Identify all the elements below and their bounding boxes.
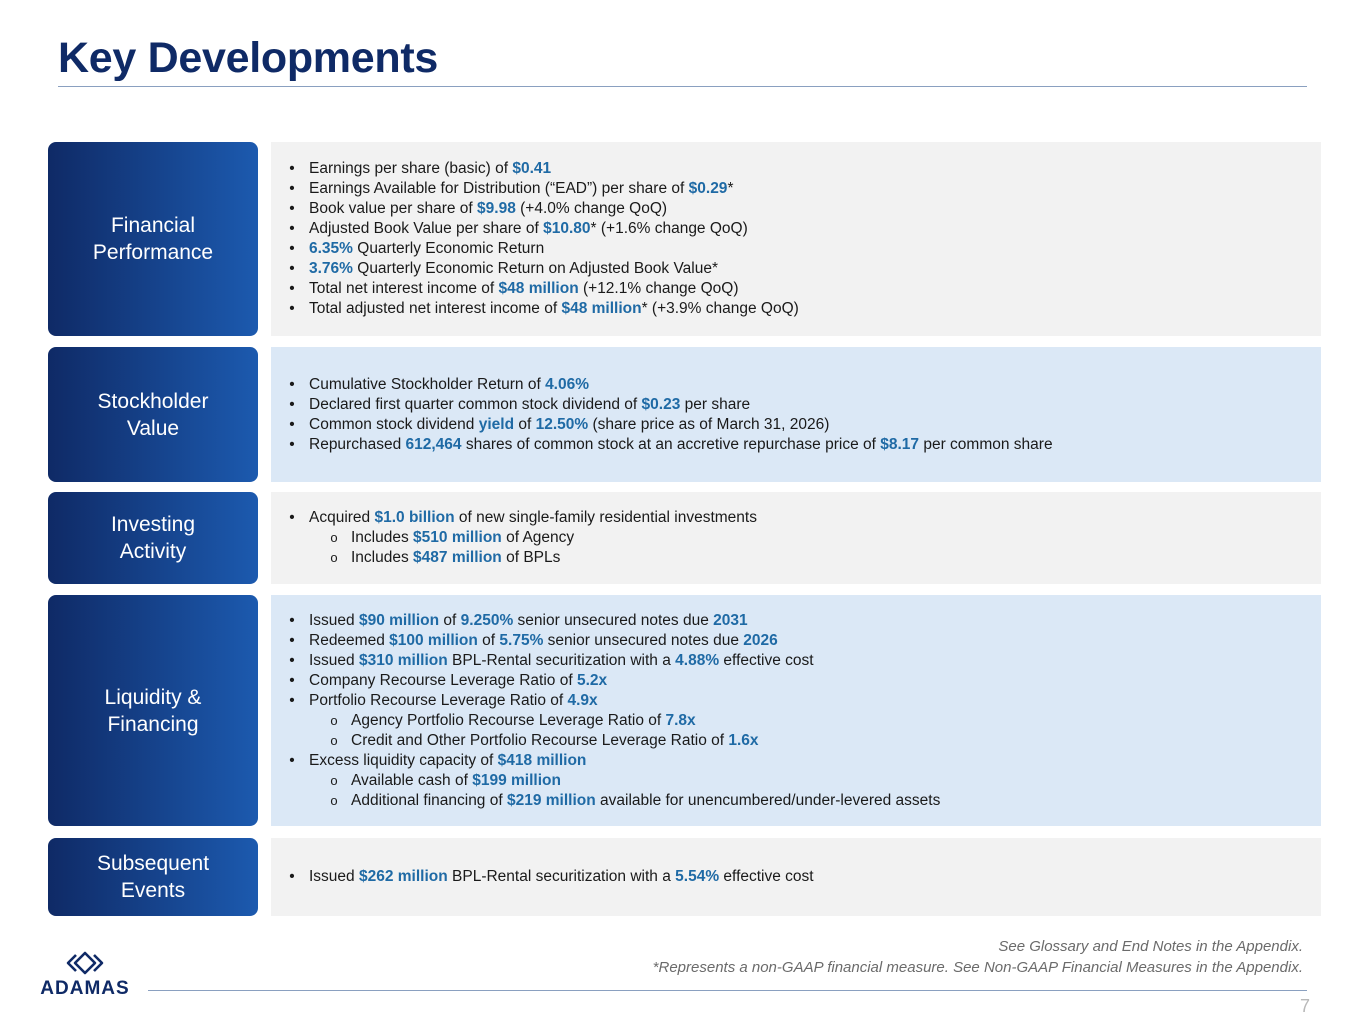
bullet-text: available for unencumbered/under-levered assets bbox=[595, 791, 941, 809]
highlight-value: 3.76% bbox=[309, 260, 353, 277]
logo-mark-icon bbox=[32, 950, 138, 980]
section-label bbox=[48, 838, 258, 916]
bullet-text: Redeemed bbox=[309, 631, 390, 649]
section-label-line2: Performance bbox=[92, 241, 214, 264]
section-label-line1: Subsequent bbox=[96, 852, 210, 875]
bullet-text: Repurchased bbox=[309, 435, 406, 453]
bullet-marker: • bbox=[289, 611, 295, 629]
bullet-marker: • bbox=[289, 280, 295, 297]
section-liquidity-financing bbox=[48, 595, 1321, 826]
bullet-text: Declared first quarter common stock dividend of bbox=[309, 395, 642, 413]
bullet-text: Book value per share of bbox=[309, 200, 478, 217]
section-subsequent-events bbox=[48, 838, 1321, 916]
sub-bullet-item bbox=[309, 548, 1321, 568]
bullet-text: Issued bbox=[309, 611, 359, 629]
bullet-marker: • bbox=[289, 395, 295, 413]
bullet-marker: • bbox=[289, 435, 295, 453]
section-label-line2: Value bbox=[126, 416, 180, 440]
sub-bullet-item bbox=[309, 791, 1321, 811]
bullet-text: Cumulative Stockholder Return of bbox=[309, 375, 546, 393]
bullet-text: Adjusted Book Value per share of bbox=[309, 220, 544, 237]
bullet-item bbox=[289, 395, 1321, 415]
highlight-value: $90 million bbox=[358, 611, 440, 629]
bullet-item bbox=[289, 631, 1321, 651]
section-label bbox=[48, 595, 258, 826]
bullet-text: (+12.1% change QoQ) bbox=[578, 280, 739, 297]
highlight-value: yield bbox=[478, 415, 515, 433]
sub-bullet-item bbox=[309, 731, 1321, 751]
bullet-text: Common stock dividend bbox=[309, 415, 479, 433]
bullet-text: (+4.0% change QoQ) bbox=[515, 200, 668, 217]
bullet-marker: • bbox=[289, 868, 295, 885]
bullet-text: senior unsecured notes due bbox=[543, 631, 744, 649]
highlight-value: $100 million bbox=[389, 631, 478, 649]
highlight-value: 4.88% bbox=[675, 651, 720, 669]
bullet-text: Issued bbox=[309, 868, 359, 885]
bullet-text: Includes bbox=[351, 529, 414, 546]
section-label-line2: Activity bbox=[119, 540, 187, 563]
bullet-text: shares of common stock at an accretive repurchase price of bbox=[461, 435, 881, 453]
bullet-text: Portfolio Recourse Leverage Ratio of bbox=[309, 691, 568, 709]
highlight-value: $9.98 bbox=[477, 200, 516, 217]
bullet-text: * (+3.9% change QoQ) bbox=[641, 300, 799, 317]
bullet-item bbox=[289, 751, 1321, 771]
highlight-value: $48 million bbox=[498, 280, 579, 297]
bullet-marker: • bbox=[289, 415, 295, 433]
bullet-item bbox=[289, 179, 1321, 199]
section-content bbox=[271, 492, 1321, 584]
bullet-item bbox=[289, 508, 1321, 528]
highlight-value: 4.06% bbox=[545, 375, 590, 393]
bullet-item bbox=[289, 279, 1321, 299]
highlight-value: $199 million bbox=[472, 771, 561, 789]
bullet-item bbox=[289, 691, 1321, 711]
bullet-text: of bbox=[439, 611, 461, 629]
bullet-text: of BPLs bbox=[501, 549, 561, 566]
section-content bbox=[271, 347, 1321, 482]
section-label bbox=[48, 492, 258, 584]
bullet-text: Agency Portfolio Recourse Leverage Ratio of bbox=[351, 711, 666, 729]
bullet-item bbox=[289, 299, 1321, 319]
page-title: Key Developments bbox=[58, 34, 438, 82]
bullet-marker: • bbox=[289, 509, 295, 526]
bullet-item bbox=[289, 239, 1321, 259]
bullet-marker: • bbox=[289, 671, 295, 689]
section-label-line1: Financial bbox=[110, 214, 196, 237]
section-label bbox=[48, 347, 258, 482]
sub-bullet-marker: o bbox=[330, 792, 338, 808]
bullet-text: senior unsecured notes due bbox=[513, 611, 714, 629]
bullet-text: BPL-Rental securitization with a bbox=[447, 651, 676, 669]
highlight-value: $418 million bbox=[497, 751, 587, 769]
bullet-marker: • bbox=[289, 260, 295, 277]
bullet-text: effective cost bbox=[719, 651, 814, 669]
title-divider bbox=[58, 86, 1307, 87]
bullet-item bbox=[289, 259, 1321, 279]
logo-wordmark: ADAMAS bbox=[40, 978, 130, 999]
highlight-value: 7.8x bbox=[665, 711, 696, 729]
bullet-marker: • bbox=[289, 200, 295, 217]
sub-bullet-marker: o bbox=[330, 732, 338, 748]
highlight-value: $219 million bbox=[506, 791, 596, 809]
sub-bullet-item bbox=[309, 771, 1321, 791]
bullet-text: * (+1.6% change QoQ) bbox=[590, 220, 748, 237]
bullet-text: of new single-family residential investments bbox=[454, 509, 757, 526]
bullet-text: Quarterly Economic Return on Adjusted Book Value* bbox=[352, 260, 718, 277]
footer-divider bbox=[148, 990, 1307, 991]
bullet-marker: • bbox=[289, 220, 295, 237]
bullet-text: of Agency bbox=[501, 529, 575, 546]
highlight-value: 5.54% bbox=[675, 868, 720, 885]
bullet-text: Includes bbox=[351, 549, 414, 566]
sub-bullet-item bbox=[309, 711, 1321, 731]
bullet-marker: • bbox=[289, 651, 295, 669]
bullet-item bbox=[289, 435, 1321, 455]
bullet-text: per share bbox=[680, 395, 751, 413]
highlight-value: 5.75% bbox=[499, 631, 544, 649]
bullet-text: Acquired bbox=[309, 509, 375, 526]
highlight-value: 2031 bbox=[713, 611, 748, 629]
highlight-value: $310 million bbox=[358, 651, 448, 669]
bullet-text: BPL-Rental securitization with a bbox=[447, 868, 676, 885]
highlight-value: 12.50% bbox=[535, 415, 589, 433]
highlight-value: 612,464 bbox=[405, 435, 462, 453]
bullet-marker: • bbox=[289, 300, 295, 317]
bullet-text: Company Recourse Leverage Ratio of bbox=[309, 671, 577, 689]
bullet-item bbox=[289, 199, 1321, 219]
bullet-marker: • bbox=[289, 631, 295, 649]
sub-bullet-marker: o bbox=[330, 550, 338, 565]
section-investing-activity bbox=[48, 492, 1321, 584]
bullet-item bbox=[289, 867, 1321, 887]
bullet-text: Additional financing of bbox=[351, 791, 507, 809]
section-financial-performance bbox=[48, 142, 1321, 336]
highlight-value: 6.35% bbox=[309, 240, 353, 257]
bullet-marker: • bbox=[289, 375, 295, 393]
highlight-value: $262 million bbox=[358, 868, 448, 885]
bullet-text: Quarterly Economic Return bbox=[352, 240, 545, 257]
bullet-marker: • bbox=[289, 691, 295, 709]
section-label bbox=[48, 142, 258, 336]
sub-bullet-marker: o bbox=[330, 772, 338, 788]
sub-bullet-marker: o bbox=[330, 712, 338, 728]
highlight-value: 5.2x bbox=[576, 671, 608, 689]
bullet-text: Excess liquidity capacity of bbox=[309, 751, 498, 769]
bullet-item bbox=[289, 415, 1321, 435]
section-label-line1: Liquidity & bbox=[104, 685, 202, 709]
section-label-line2: Events bbox=[120, 879, 186, 902]
company-logo bbox=[32, 950, 142, 1000]
footnote-glossary: See Glossary and End Notes in the Appendix. bbox=[998, 938, 1303, 955]
bullet-text: per common share bbox=[919, 435, 1053, 453]
bullet-text: of bbox=[514, 415, 536, 433]
bullet-text: of bbox=[477, 631, 500, 649]
bullet-item bbox=[289, 219, 1321, 239]
highlight-value: 2026 bbox=[743, 631, 778, 649]
highlight-value: $487 million bbox=[413, 549, 502, 566]
highlight-value: 1.6x bbox=[728, 731, 759, 749]
section-content bbox=[271, 595, 1321, 826]
bullet-text: (share price as of March 31, 2026) bbox=[588, 415, 830, 433]
section-label-line2: Financing bbox=[107, 712, 199, 736]
section-label-line1: Investing bbox=[110, 513, 196, 536]
highlight-value: $1.0 billion bbox=[374, 509, 455, 526]
page-number: 7 bbox=[1299, 996, 1310, 1016]
bullet-item bbox=[289, 611, 1321, 631]
highlight-value: $0.29 bbox=[688, 180, 728, 197]
highlight-value: $0.41 bbox=[512, 160, 552, 177]
bullet-marker: • bbox=[289, 160, 295, 177]
bullet-item bbox=[289, 671, 1321, 691]
bullet-item bbox=[289, 651, 1321, 671]
bullet-marker: • bbox=[289, 180, 295, 197]
highlight-value: $10.80 bbox=[543, 220, 591, 237]
bullet-text: Issued bbox=[309, 651, 359, 669]
bullet-text: effective cost bbox=[719, 868, 814, 885]
bullet-text: * bbox=[727, 180, 734, 197]
bullet-marker: • bbox=[289, 751, 295, 769]
bullet-text: Credit and Other Portfolio Recourse Leverage Ratio of bbox=[351, 731, 729, 749]
highlight-value: 4.9x bbox=[567, 691, 598, 709]
section-stockholder-value bbox=[48, 347, 1321, 482]
section-content bbox=[271, 142, 1321, 336]
bullet-text: Available cash of bbox=[351, 771, 473, 789]
highlight-value: $48 million bbox=[561, 300, 642, 317]
sub-bullet-item bbox=[309, 528, 1321, 548]
section-label-line1: Stockholder bbox=[97, 389, 209, 413]
highlight-value: 9.250% bbox=[460, 611, 514, 629]
sub-bullet-marker: o bbox=[330, 530, 338, 545]
bullet-text: Total net interest income of bbox=[309, 280, 499, 297]
highlight-value: $0.23 bbox=[641, 395, 681, 413]
bullet-item bbox=[289, 375, 1321, 395]
bullet-text: Total adjusted net interest income of bbox=[309, 300, 562, 317]
section-content bbox=[271, 838, 1321, 916]
bullet-text: Earnings per share (basic) of bbox=[309, 160, 513, 177]
highlight-value: $8.17 bbox=[880, 435, 920, 453]
footnote-non-gaap: *Represents a non-GAAP financial measure. See Non-GAAP Financial Measures in the Appendix. bbox=[652, 959, 1303, 976]
bullet-item bbox=[289, 159, 1321, 179]
bullet-marker: • bbox=[289, 240, 295, 257]
highlight-value: $510 million bbox=[413, 529, 502, 546]
bullet-text: Earnings Available for Distribution (“EAD”) per share of bbox=[309, 180, 689, 197]
